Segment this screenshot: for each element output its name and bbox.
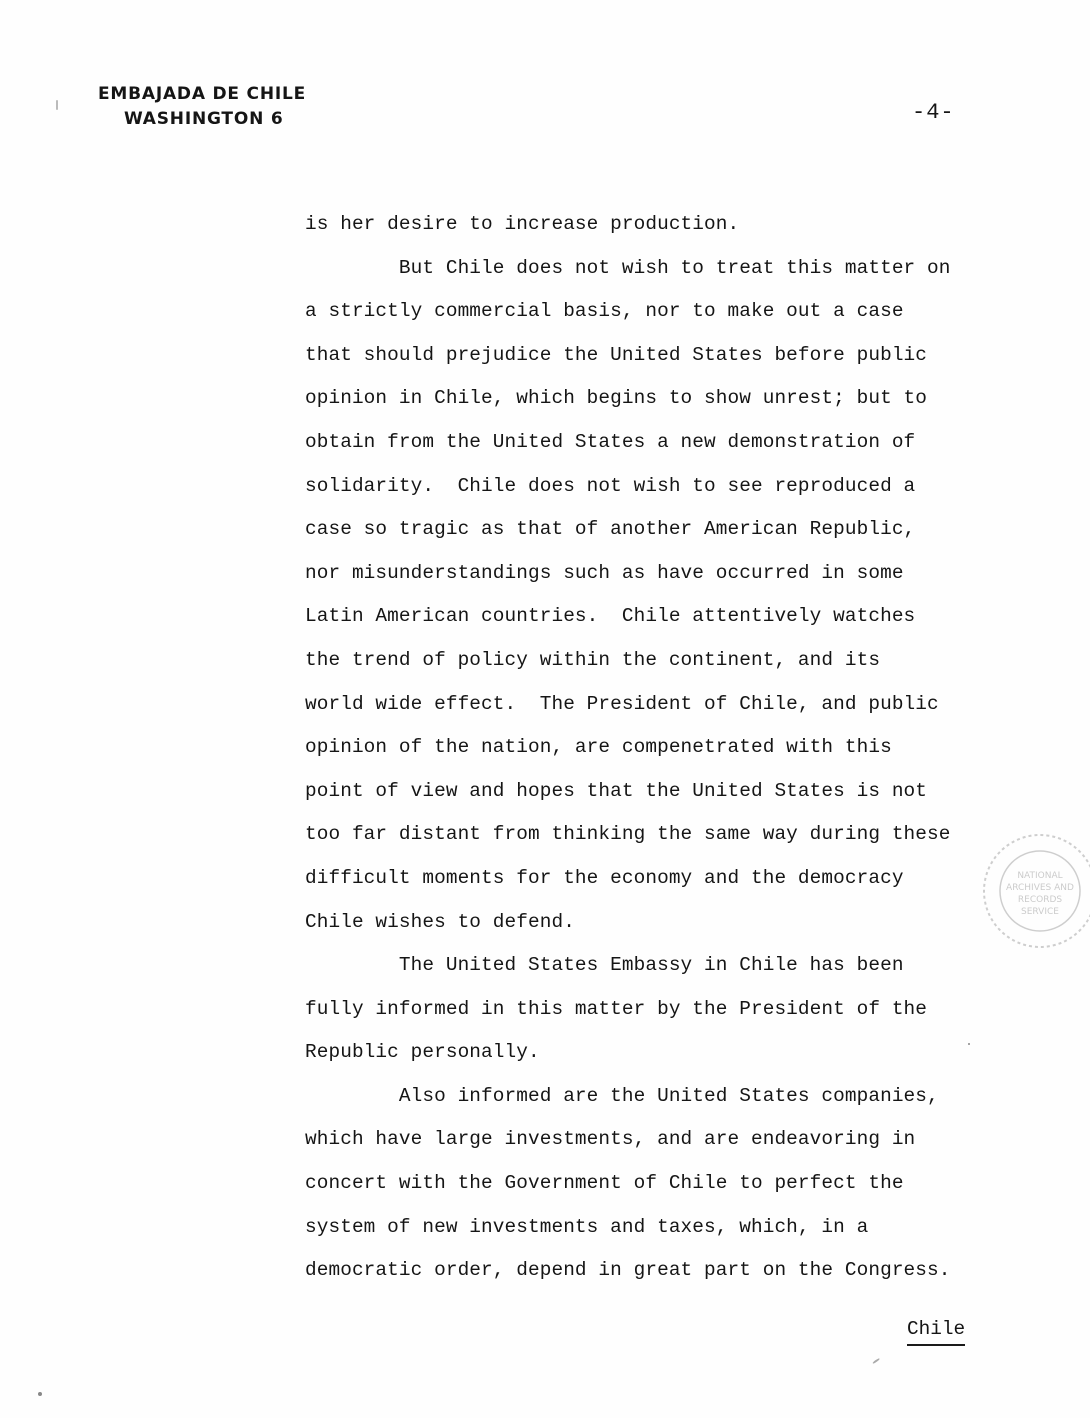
body-line: world wide effect. The President of Chile, and public: [305, 692, 939, 715]
body-line: The United States Embassy in Chile has been: [305, 954, 904, 977]
body-line: point of view and hopes that the United States is not: [305, 779, 928, 802]
stamp-line: SERVICE: [1021, 907, 1059, 917]
body-line: is her desire to increase production.: [305, 213, 740, 235]
body-line: But Chile does not wish to treat this matter on: [305, 256, 951, 279]
body-line: Republic personally.: [305, 1041, 540, 1064]
body-line: Chile wishes to defend.: [305, 910, 575, 933]
body-line: the trend of policy within the continent, and its: [305, 648, 881, 671]
stamp-line: ARCHIVES AND: [1006, 883, 1074, 893]
body-line: Also informed are the United States companies,: [305, 1084, 939, 1107]
paper-speck: [38, 1392, 42, 1396]
body-line: concert with the Government of Chile to perfect the: [305, 1172, 904, 1195]
body-line: case so tragic as that of another American Republic,: [305, 518, 916, 541]
body-line: difficult moments for the economy and the democracy: [305, 866, 904, 889]
body-line: Latin American countries. Chile attentively watches: [305, 605, 916, 628]
body-line: a strictly commercial basis, nor to make out a case: [305, 300, 904, 323]
body-line: solidarity. Chile does not wish to see reproduced a: [305, 474, 916, 497]
paper-speck: [872, 1358, 879, 1364]
body-line: opinion in Chile, which begins to show unrest; but to: [305, 387, 928, 410]
archive-stamp: [978, 826, 1090, 956]
stamp-line: NATIONAL: [1017, 871, 1063, 881]
letterhead: [98, 82, 306, 132]
catchword: Chile: [907, 1318, 965, 1346]
page-number: -4-: [912, 100, 955, 125]
paper-speck: [56, 100, 58, 110]
body-line: opinion of the nation, are compenetrated with this: [305, 736, 892, 759]
body-line: fully informed in this matter by the President of the: [305, 997, 928, 1020]
body-line: obtain from the United States a new demonstration of: [305, 430, 916, 453]
letterhead-line-2: WASHINGTON 6: [124, 109, 284, 129]
letter-body: [305, 203, 1025, 1293]
letterhead-line-1: EMBAJADA DE CHILE: [98, 84, 307, 104]
body-line: which have large investments, and are endeavoring in: [305, 1128, 916, 1151]
body-line: system of new investments and taxes, which, in a: [305, 1215, 869, 1238]
body-line: too far distant from thinking the same way during these: [305, 823, 951, 846]
body-line: democratic order, depend in great part on the Congress.: [305, 1259, 951, 1282]
body-line: nor misunderstandings such as have occurred in some: [305, 561, 904, 584]
body-line: that should prejudice the United States before public: [305, 343, 928, 366]
stamp-line: RECORDS: [1017, 895, 1063, 905]
paper-speck: [968, 1043, 970, 1045]
